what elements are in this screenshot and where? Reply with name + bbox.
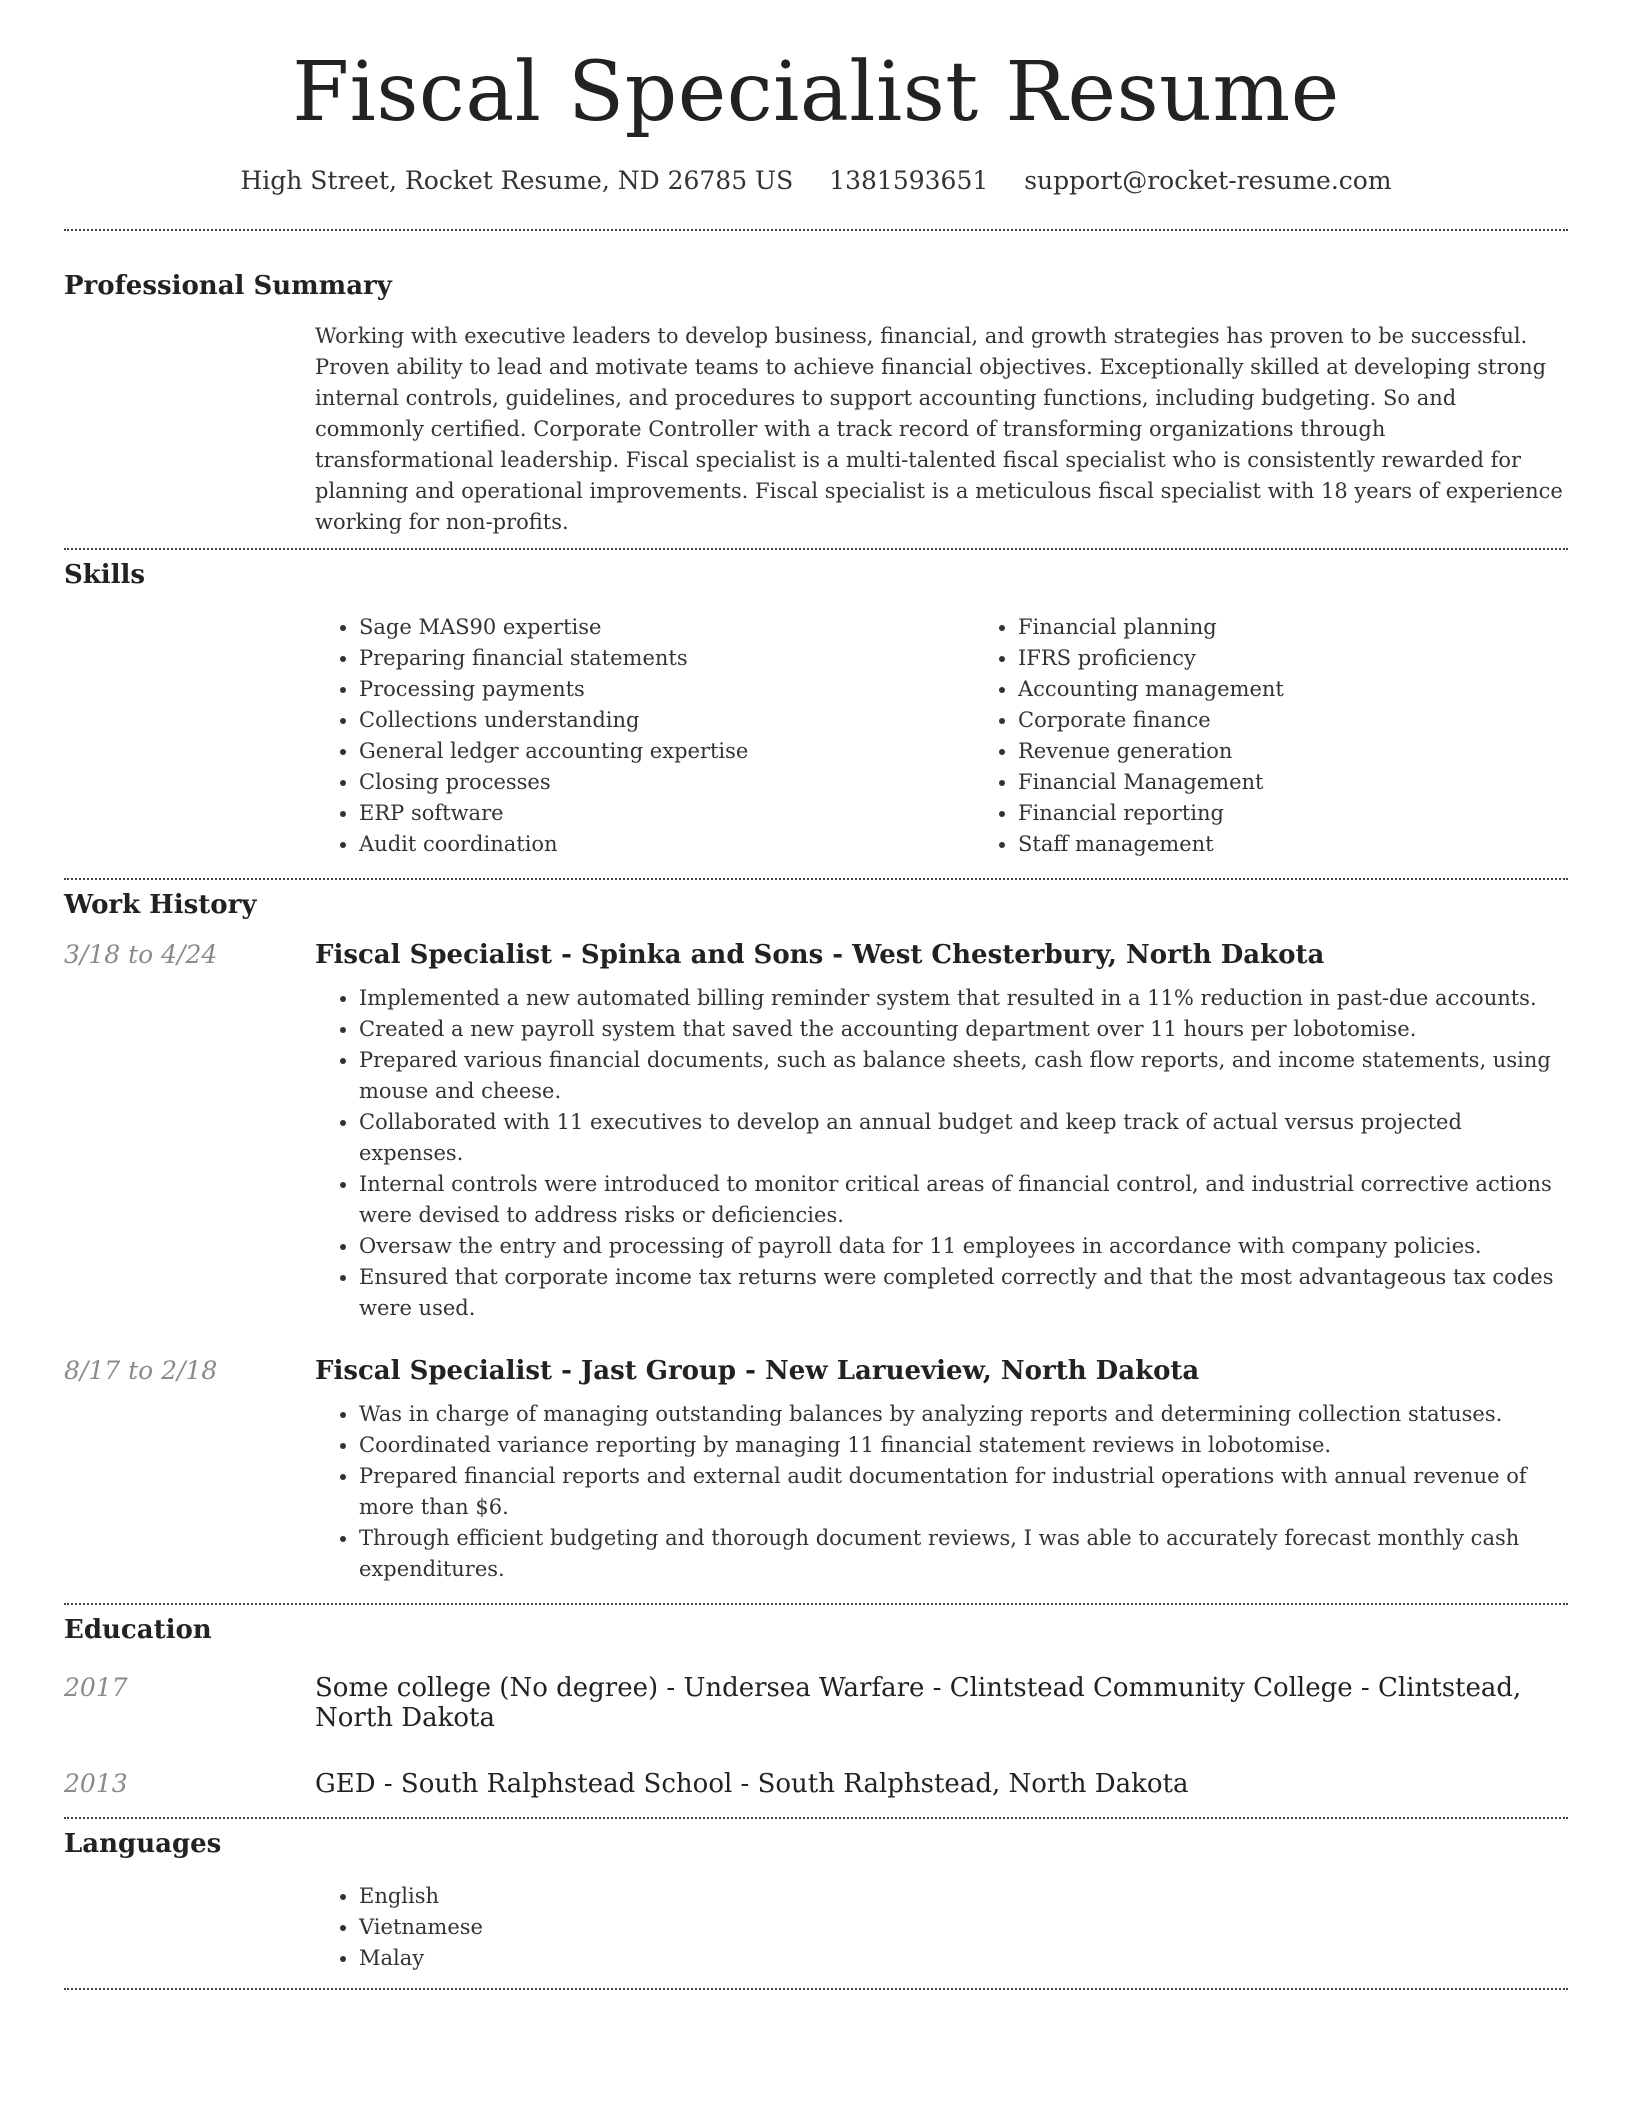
skill-item: • Accounting management xyxy=(1018,674,1632,705)
job-bullet: • Was in charge of managing outstanding balances by analyzing reports and determining collection statuses. xyxy=(359,1399,1568,1430)
language-item: • English xyxy=(359,1881,1568,1912)
education-text: Some college (No degree) - Undersea Warfare - Clintstead Community College - Clintstead, North Dakota xyxy=(315,1673,1522,1734)
languages-list xyxy=(315,1881,1568,1974)
skill-item: • Financial Management xyxy=(1018,767,1632,798)
skill-item: • Collections understanding xyxy=(359,705,974,736)
divider-skills xyxy=(64,878,1568,880)
summary-heading: Professional Summary xyxy=(64,271,392,302)
education-year: 2013 xyxy=(64,1769,128,1799)
skill-item: • Financial reporting xyxy=(1018,798,1632,829)
skill-item: • Revenue generation xyxy=(1018,736,1632,767)
summary-section xyxy=(64,271,1568,538)
language-item: • Vietnamese xyxy=(359,1912,1568,1943)
job-bullet: • Implemented a new automated billing reminder system that resulted in a 11% reduction in past-due accounts. xyxy=(359,983,1568,1014)
job-entry xyxy=(64,1356,1568,1585)
skills-heading: Skills xyxy=(64,560,146,591)
job-bullet: • Ensured that corporate income tax returns were completed correctly and that the most advantageous tax codes were used. xyxy=(359,1262,1568,1324)
skill-item: • Corporate finance xyxy=(1018,705,1632,736)
skills-section xyxy=(64,560,1568,860)
summary-text: Working with executive leaders to develop business, financial, and growth strategies has proven to be successful. Proven ability to lead and motivate teams to achieve financial objectives. Exceptionally skilled at developing strong internal controls, guidelines, and procedures to support accounting functions, including budgeting. So and commonly certified. Corporate Controller with a track record of transforming organizations through transformational leadership. Fiscal specialist is a multi-talented fiscal specialist who is consistently rewarded for planning and operational improvements. Fiscal specialist is a meticulous fiscal specialist with 18 years of experience working for non-profits. xyxy=(315,324,1563,535)
contact-phone: 1381593651 xyxy=(829,166,989,196)
skill-item: • General ledger accounting expertise xyxy=(359,736,974,767)
education-heading: Education xyxy=(64,1615,212,1646)
education-section xyxy=(64,1615,1568,1799)
education-text: GED - South Ralphstead School - South Ralphstead, North Dakota xyxy=(315,1769,1189,1800)
divider-work xyxy=(64,1603,1568,1605)
job-entry xyxy=(64,940,1568,1324)
skill-item: • Closing processes xyxy=(359,767,974,798)
skill-item: • Processing payments xyxy=(359,674,974,705)
job-bullet: • Coordinated variance reporting by managing 11 financial statement reviews in lobotomise. xyxy=(359,1430,1568,1461)
skill-item: • Sage MAS90 expertise xyxy=(359,612,974,643)
work-heading: Work History xyxy=(64,890,257,921)
contact-line xyxy=(64,166,1568,195)
skill-item: • Staff management xyxy=(1018,829,1632,860)
education-year: 2017 xyxy=(64,1673,128,1703)
divider-bottom xyxy=(64,1988,1568,1990)
education-entry xyxy=(64,1673,1568,1733)
education-entry xyxy=(64,1769,1568,1799)
job-bullet: • Oversaw the entry and processing of payroll data for 11 employees in accordance with company policies. xyxy=(359,1231,1568,1262)
job-bullet: • Collaborated with 11 executives to develop an annual budget and keep track of actual versus projected expenses. xyxy=(359,1107,1568,1169)
job-title: Fiscal Specialist - Jast Group - New Larueview, North Dakota xyxy=(315,1356,1200,1387)
job-bullet: • Prepared various financial documents, such as balance sheets, cash flow reports, and income statements, using mouse and cheese. xyxy=(359,1045,1568,1107)
job-title: Fiscal Specialist - Spinka and Sons - West Chesterbury, North Dakota xyxy=(315,940,1325,971)
job-bullets xyxy=(315,1399,1568,1585)
resume-title: Fiscal Specialist Resume xyxy=(292,45,1340,140)
skills-left-list xyxy=(315,612,974,860)
job-bullet: • Created a new payroll system that saved the accounting department over 11 hours per lobotomise. xyxy=(359,1014,1568,1045)
languages-section xyxy=(64,1829,1568,1974)
divider-education xyxy=(64,1817,1568,1819)
job-dates: 8/17 to 2/18 xyxy=(64,1356,218,1386)
job-bullet: • Internal controls were introduced to monitor critical areas of financial control, and industrial corrective actions were devised to address risks or deficiencies. xyxy=(359,1169,1568,1231)
divider-summary xyxy=(64,548,1568,550)
job-dates: 3/18 to 4/24 xyxy=(64,940,218,970)
languages-heading: Languages xyxy=(64,1829,222,1860)
skill-item: • ERP software xyxy=(359,798,974,829)
skills-list xyxy=(315,612,1632,860)
contact-email[interactable]: support@rocket-resume.com xyxy=(1024,166,1392,196)
skill-item: • Financial planning xyxy=(1018,612,1632,643)
job-bullet: • Prepared financial reports and external audit documentation for industrial operations with annual revenue of more than $6. xyxy=(359,1461,1568,1523)
divider-top xyxy=(64,229,1568,231)
job-bullets xyxy=(315,983,1568,1324)
contact-address: High Street, Rocket Resume, ND 26785 US xyxy=(240,166,794,196)
skills-right-list xyxy=(974,612,1632,860)
skill-item: • IFRS proficiency xyxy=(1018,643,1632,674)
skill-item: • Audit coordination xyxy=(359,829,974,860)
job-bullet: • Through efficient budgeting and thorough document reviews, I was able to accurately forecast monthly cash expenditures. xyxy=(359,1523,1568,1585)
skill-item: • Preparing financial statements xyxy=(359,643,974,674)
work-section xyxy=(64,890,1568,1585)
language-item: • Malay xyxy=(359,1943,1568,1974)
